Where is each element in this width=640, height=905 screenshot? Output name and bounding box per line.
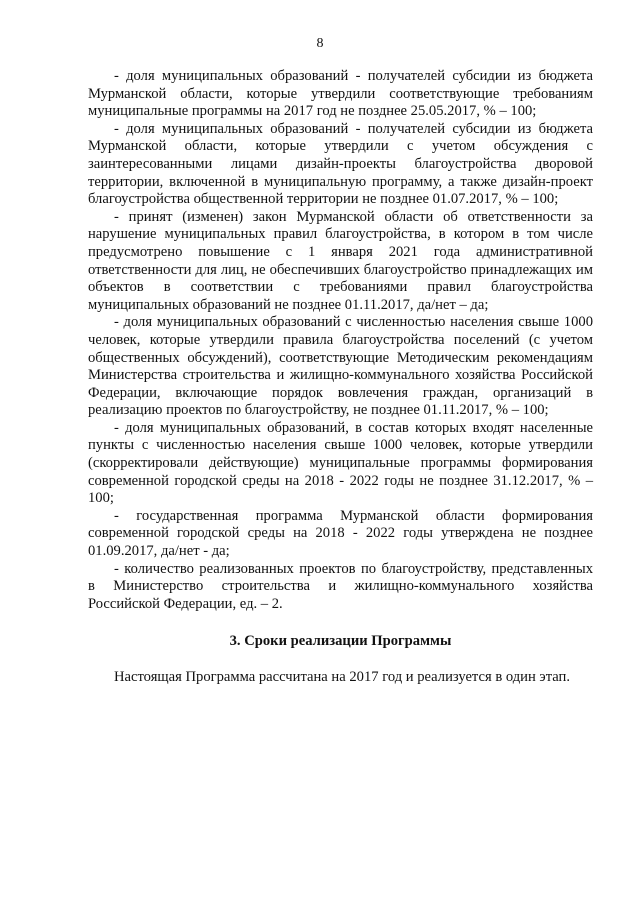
- indicator-paragraph: - государственная программа Мурманской области формирования современной городской среды на 2018 - 2022 годы утверждена не позднее 01.09.2017, да/нет - да;: [88, 507, 593, 560]
- indicator-paragraph: - принят (изменен) закон Мурманской области об ответственности за нарушение муниципальных правил благоустройства, в котором в том числе предусмотрено повышение с 1 января 2021 года административной ответственности для лиц, не обеспечивших благоустройство принадлежащих им объектов в соответствии с требованиями правил благоустройства муниципальных образований не позднее 01.11.2017, да/нет – да;: [88, 208, 593, 313]
- indicator-paragraph: - доля муниципальных образований - получателей субсидии из бюджета Мурманской области, которые утвердили соответствующие требованиям муниципальные программы на 2017 год не позднее 25.05.2017, % – 100;: [88, 68, 593, 120]
- indicator-paragraph: - доля муниципальных образований - получателей субсидии из бюджета Мурманской области, которые утвердили с учетом обсуждения с заинтересованными лицами дизайн-проекты благоустройства дворовой территории, включенной в муниципальную программу, а также дизайн-проект благоустройства общественной территории не позднее 01.07.2017, % – 100;: [88, 120, 593, 208]
- page-number: 8: [316, 36, 324, 51]
- indicator-paragraph: - доля муниципальных образований, в состав которых входят населенные пункты с численностью населения свыше 1000 человек, которые утвердили (скорректировали действующие) муниципальные программы формирования современной городской среды на 2018 - 2022 годы не позднее 31.12.2017, % – 100;: [88, 419, 593, 507]
- section-text: Настоящая Программа рассчитана на 2017 год и реализуется в один этап.: [114, 669, 570, 685]
- indicator-paragraph: - количество реализованных проектов по благоустройству, представленных в Министерство строительства и жилищно-коммунального хозяйства Российской Федерации, ед. – 2.: [88, 560, 593, 612]
- document-body: [88, 68, 593, 687]
- indicator-paragraph: - доля муниципальных образований с численностью населения свыше 1000 человек, которые утвердили правила благоустройства поселений (с учетом общественных обсуждений), соответствующие Методическим рекомендациям Министерства строительства и жилищно-коммунального хозяйства Российской Федерации, включающие порядок вовлечения граждан, организаций в реализацию проектов по благоустройству, не позднее 01.11.2017, % – 100;: [88, 314, 593, 419]
- section-heading: 3. Сроки реализации Программы: [229, 633, 452, 650]
